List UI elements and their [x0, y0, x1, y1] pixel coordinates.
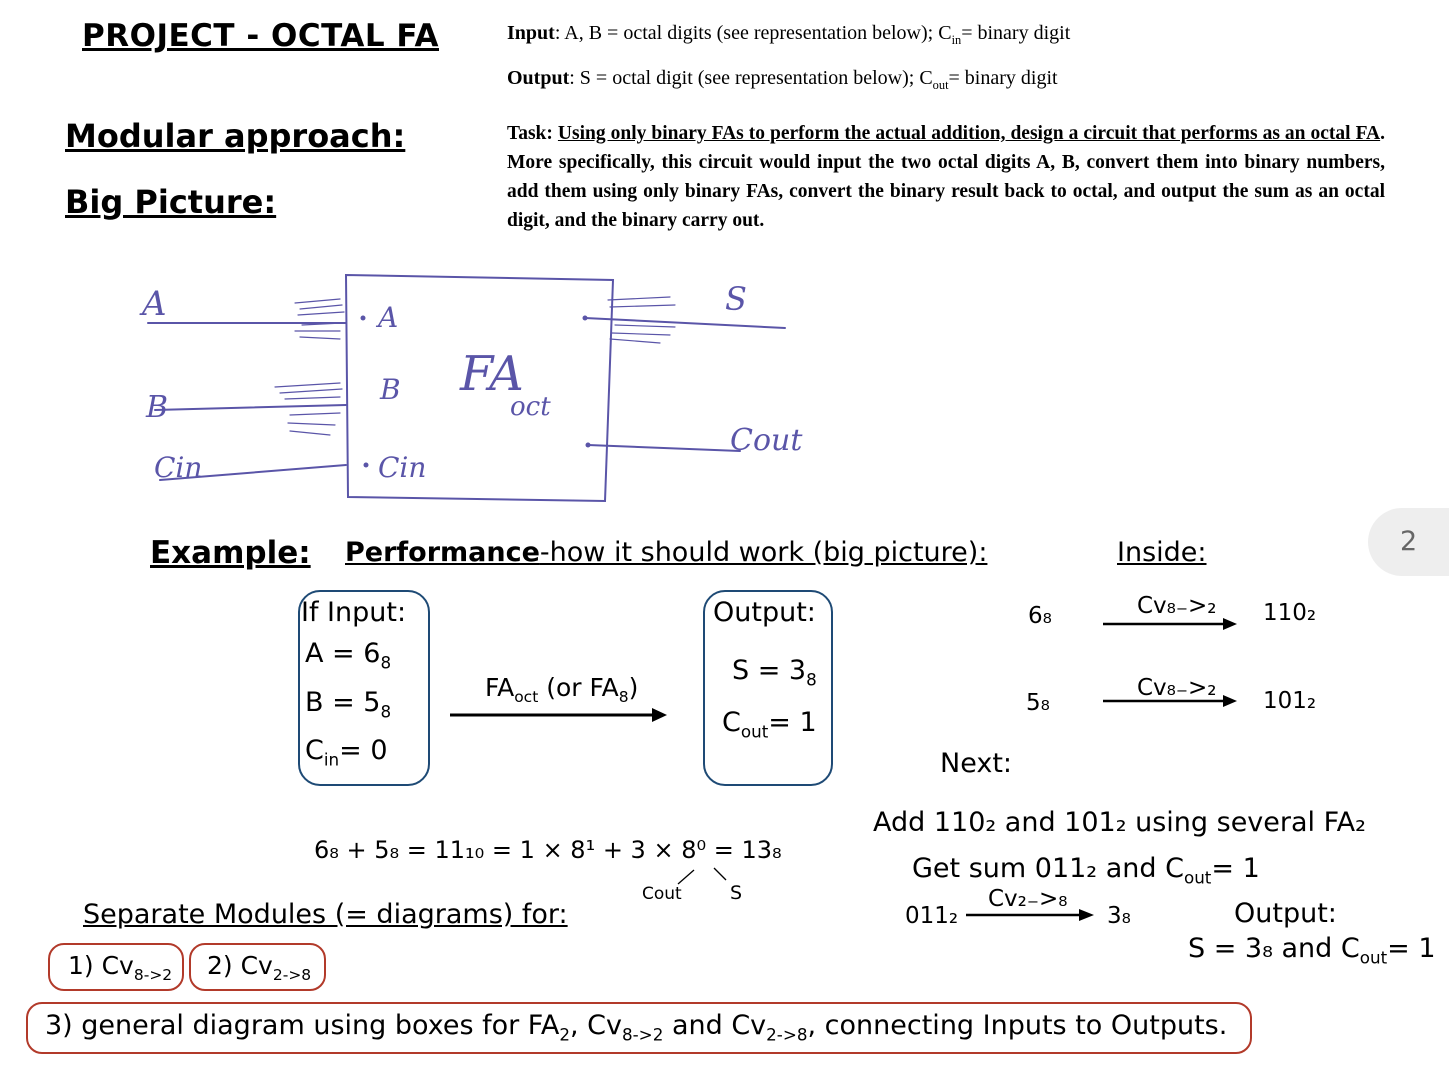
inside-row1-arrow [1103, 615, 1243, 635]
output-spec: Output: S = octal digit (see representation below); $C_{out}=$ binary digit [507, 67, 1058, 92]
inside-row2-from: 5₈ [1026, 690, 1050, 716]
inside-heading: Inside: [1117, 537, 1207, 568]
sketch-label-cin: Cin [154, 451, 203, 484]
fa-oct-sketch [130, 265, 820, 515]
fa-oct-arrow-label: $FA_{oct}$ (or $FA_8$) [485, 673, 639, 706]
sketch-block-sub: oct [510, 392, 551, 422]
sketch-port-a: A [378, 301, 399, 334]
page-title: PROJECT - OCTAL FA [82, 18, 439, 54]
sketch-block-label: FA [460, 346, 524, 402]
output-cout-value: $C_{out}= 1$ [722, 707, 817, 742]
modules-heading: Separate Modules (= diagrams) for: [83, 899, 568, 930]
output-title: Output: [713, 597, 816, 628]
inside-row1-to: 110₂ [1263, 600, 1317, 626]
io-spec [507, 14, 1070, 104]
page-number-badge[interactable]: 2 [1368, 508, 1449, 576]
module-2-label: 2) $Cv_{2->8}$ [207, 951, 312, 984]
final-output-line: S = 3₈ and $C_{out}= 1$ [1188, 933, 1436, 968]
task-description: Task: Using only binary FAs to perform the actual addition, design a circuit that performs as an octal FA. More specifically, this circuit would input the two octal digits A, B, convert them into binary numbers, add them using only binary FAs, convert the binary result back to octal, and output the sum as an octal digit, and the binary carry out. [507, 123, 1386, 231]
conv-arrow [966, 906, 1101, 926]
sketch-port-b: B [380, 373, 401, 406]
modular-approach-heading: Modular approach: [65, 117, 406, 155]
input-title: If Input: [301, 597, 407, 628]
s-annotation: S [730, 882, 743, 904]
sketch-label-a: A [142, 284, 167, 324]
conversion-equation: 6₈ + 5₈ = 11₁₀ = 1 × 8¹ + 3 × 8⁰ = 13₈ [314, 836, 782, 864]
get-sum-line: Get sum 011₂ and $C_{out}= 1$ [912, 853, 1260, 888]
inside-row1-label: Cv₈₋>₂ [1137, 593, 1217, 619]
add-line: Add 110₂ and 101₂ using several FA₂ [873, 807, 1366, 838]
module-1-label: 1) $Cv_{8->2}$ [68, 951, 173, 984]
input-spec: Input: A, B = octal digits (see representation below); $C_{in}=$ binary digit [507, 22, 1071, 47]
sketch-port-cin: Cin [378, 451, 427, 484]
inside-row2-to: 101₂ [1263, 688, 1317, 714]
sketch-out-cout: Cout [730, 423, 803, 458]
next-heading: Next: [940, 748, 1012, 779]
wire-b [155, 405, 346, 410]
output-s-value: $S = 3_8$ [732, 655, 817, 690]
module-3-label: 3) general diagram using boxes for $FA_2$, $Cv_{8->2}$ and $Cv_{2->8}$, connecting Inputs to Outputs. [45, 1010, 1228, 1045]
performance-heading: Performance-how it should work (big picture): [345, 537, 988, 568]
final-output-title: Output: [1234, 898, 1337, 929]
fa-oct-arrow [450, 706, 670, 726]
sketch-out-s: S [725, 280, 747, 318]
sketch-label-b: B [146, 390, 169, 425]
wire-cout [588, 445, 740, 451]
inside-row1-from: 6₈ [1028, 603, 1052, 629]
conv-from: 011₂ [905, 903, 959, 929]
conv-label: Cv₂₋>₈ [988, 886, 1068, 912]
example-heading: Example: [150, 535, 311, 571]
input-cin-value: $C_{in}= 0$ [305, 735, 388, 770]
wire-s [585, 318, 785, 328]
input-a-value: $A = 6_8$ [305, 638, 392, 673]
inside-row2-label: Cv₈₋>₂ [1137, 675, 1217, 701]
conv-to: 3₈ [1107, 903, 1131, 929]
inside-row2-arrow [1103, 692, 1243, 712]
cout-annotation: Cout [642, 884, 682, 904]
big-picture-heading: Big Picture: [65, 183, 277, 221]
input-b-value: $B = 5_8$ [305, 687, 392, 722]
